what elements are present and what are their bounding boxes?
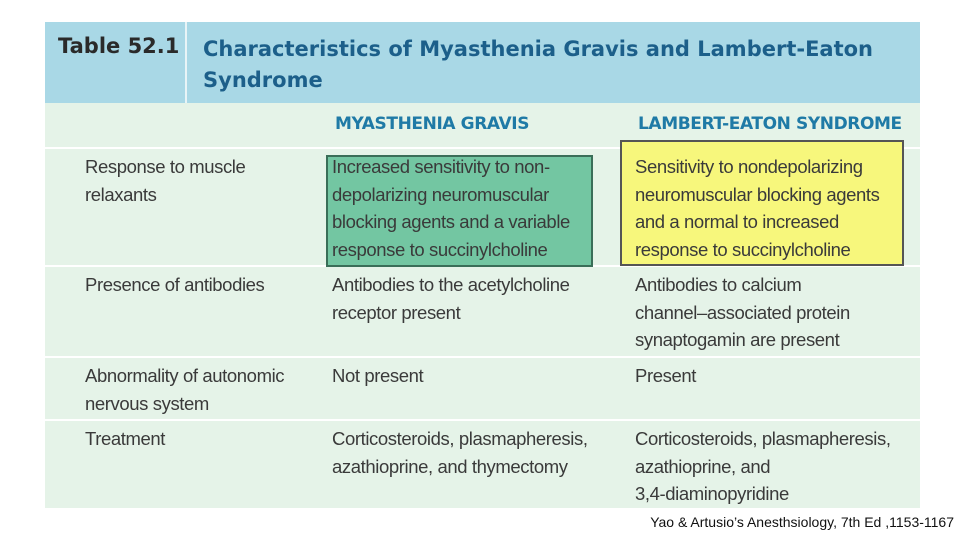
cell-le-autonomic [635, 362, 696, 390]
cell-line: receptor present [332, 301, 461, 323]
cell-line: Sensitivity to nondepolarizing [635, 156, 863, 177]
row-label-antibodies [85, 271, 264, 299]
cell-line: Abnormality of autonomic [85, 365, 285, 386]
cell-line: Antibodies to the acetylcholine [332, 274, 570, 295]
cell-line: and a normal to increased [635, 211, 839, 232]
cell-mg-muscle-relaxants [332, 153, 570, 263]
cell-line: azathioprine, and [635, 455, 771, 477]
cell-mg-treatment [332, 425, 588, 480]
cell-line: Treatment [85, 428, 166, 449]
cell-line: Not present [332, 365, 424, 386]
column-header-lambert-eaton: LAMBERT-EATON SYNDROME [638, 114, 902, 134]
cell-le-antibodies [635, 271, 850, 354]
cell-line: channel–associated protein [635, 301, 850, 323]
row-label-autonomic [85, 362, 284, 417]
cell-line: relaxants [85, 183, 157, 205]
cell-line: Antibodies to calcium [635, 274, 802, 295]
table-title [203, 34, 903, 96]
table-title-line-2: Syndrome [203, 68, 323, 92]
divider [45, 356, 920, 358]
cell-mg-autonomic [332, 362, 423, 390]
cell-le-treatment [635, 425, 891, 508]
row-label-muscle-relaxants [85, 153, 245, 208]
table [45, 22, 920, 508]
row-label-treatment [85, 425, 165, 453]
cell-line: Presence of antibodies [85, 274, 265, 295]
cell-line: neuromuscular blocking agents [635, 183, 880, 205]
cell-line: response to succinylcholine [635, 238, 851, 260]
table-title-line-1: Characteristics of Myasthenia Gravis and Lambert-Eaton [203, 37, 874, 61]
cell-line: Response to muscle [85, 156, 246, 177]
cell-line: Present [635, 365, 696, 386]
cell-line: nervous system [85, 392, 209, 414]
cell-line: synaptogamin are present [635, 329, 840, 350]
column-header-myasthenia-gravis: MYASTHENIA GRAVIS [335, 114, 530, 134]
divider [45, 419, 920, 421]
cell-line: Corticosteroids, plasmapheresis, [635, 428, 891, 449]
cell-line: Increased sensitivity to non- [332, 156, 550, 177]
cell-mg-antibodies [332, 271, 570, 326]
table-number: Table 52.1 [45, 22, 187, 103]
citation: Yao & Artusio’s Anesthsiology, 7th Ed ,1153-1167 [650, 514, 954, 530]
table-header [45, 22, 920, 103]
cell-line: response to succinylcholine [332, 238, 548, 260]
cell-line: azathioprine, and thymectomy [332, 455, 568, 477]
cell-line: Corticosteroids, plasmapheresis, [332, 428, 588, 449]
cell-line: blocking agents and a variable [332, 211, 570, 232]
cell-le-muscle-relaxants [635, 153, 879, 263]
cell-line: depolarizing neuromuscular [332, 183, 549, 205]
cell-line: 3,4-diaminopyridine [635, 483, 789, 504]
